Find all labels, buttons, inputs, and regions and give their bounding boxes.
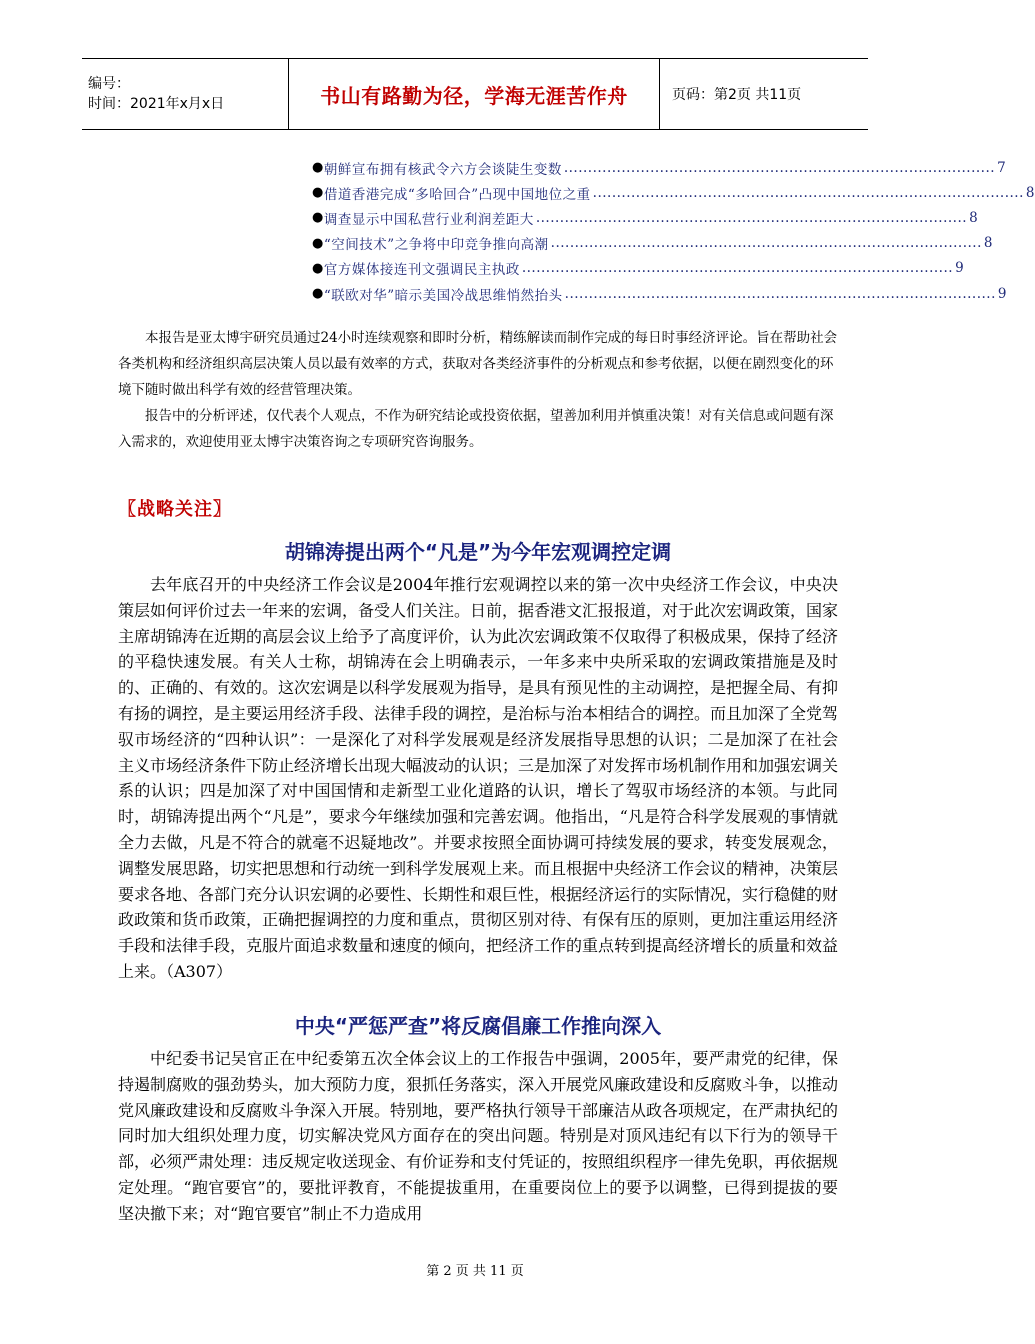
toc-leader-dots: ..........................................................................................: [550, 235, 982, 252]
toc-leader-dots: ..........................................................................................: [535, 209, 968, 226]
table-of-contents: [312, 155, 1035, 306]
toc-item-page: 7: [997, 159, 1007, 176]
report-introduction: [118, 325, 838, 455]
intro-paragraph: 本报告是亚太博宇研究员通过24小时连续观察和即时分析，精练解读而制作完成的每日时事经济评论。旨在帮助社会各类机构和经济组织高层决策人员以最有效率的方式，获取对各类经济事件的分析观点和参考依据，以便在剧烈变化的环境下随时做出科学有效的经营管理决策。: [118, 330, 838, 398]
toc-item-title: 官方媒体接连刊文强调民主执政: [323, 262, 520, 279]
toc-item-page: 8: [969, 209, 979, 226]
bullet-icon: ●: [312, 160, 324, 176]
header-meta: [82, 59, 288, 129]
document-time-label: 时间：2021年x月x日: [88, 96, 225, 112]
toc-leader-dots: ..........................................................................................: [521, 260, 954, 277]
toc-item[interactable]: [312, 231, 993, 256]
header-motto-cell: [288, 59, 660, 129]
toc-item-page: 8: [1025, 184, 1035, 201]
toc-item-page: 8: [983, 235, 993, 252]
page-header: [82, 58, 868, 130]
toc-item-title: 朝鲜宣布拥有核武令六方会谈陡生变数: [323, 161, 562, 178]
toc-item[interactable]: [312, 180, 1035, 205]
article-paragraph: 中纪委书记吴官正在中纪委第五次全体会议上的工作报告中强调，2005年，要严肃党的纪律，保持遏制腐败的强劲势头，加大预防力度，狠抓任务落实，深入开展党风廉政建设和反腐败斗争，以推动党风廉政建设和反腐败斗争深入开展。特别地，要严格执行领导干部廉洁从政各项规定，在严肃执纪的同时加大组织处理力度，切实解决党风方面存在的突出问题。特别是对顶风违纪有以下行为的领导干部，必须严肃处理：违反规定收送现金、有价证券和支付凭证的，按照组织程序一律先免职，再依据规定处理。“跑官要官”的，要批评教育，不能提拔重用，在重要岗位上的要予以调整，已得到提拔的要坚决撤下来；对“跑官要官”制止不力造成用: [118, 1049, 839, 1223]
toc-item-title: 调查显示中国私营行业利润差距大: [323, 211, 534, 228]
toc-leader-dots: ..........................................................................................: [563, 159, 996, 176]
article-title: 中央“严惩严查”将反腐倡廉工作推向深入: [294, 1014, 662, 1038]
toc-leader-dots: ..........................................................................................: [564, 285, 996, 302]
article-paragraph: 去年底召开的中央经济工作会议是2004年推行宏观调控以来的第一次中央经济工作会议，中央决策层如何评价过去一年来的宏调，备受人们关注。日前，据香港文汇报报道，对于此次宏调政策，国家主席胡锦涛在近期的高层会议上给予了高度评价，认为此次宏调政策不仅取得了积极成果，保持了经济的平稳快速发展。有关人士称，胡锦涛在会上明确表示，一年多来中央所采取的宏调政策措施是及时的、正确的、有效的。这次宏调是以科学发展观为指导，是具有预见性的主动调控，是把握全局、有抑有扬的调控，是主要运用经济手段、法律手段的调控，是治标与治本相结合的调控。而且加深了全党驾驭市场经济的“四种认识”：一是深化了对科学发展观是经济发展指导思想的认识；二是加深了在社会主义市场经济条件下防止经济增长出现大幅波动的认识；三是加深了对发挥市场机制作用和加强宏调关系的认识；四是加深了对中国国情和走新型工业化道路的认识，增长了驾驭市场经济的本领。与此同时，胡锦涛提出两个“凡是”，要求今年继续加强和完善宏调。他指出，“凡是符合科学发展观的事情就全力去做，凡是不符合的就毫不迟疑地改”。并要求按照全面协调可持续发展的要求，转变发展观念，调整发展思路，切实把思想和行动统一到科学发展观上来。而且根据中央经济工作会议的精神，决策层要求各地、各部门充分认识宏调的必要性、长期性和艰巨性，根据经济运行的实际情况，实行稳健的财政政策和货币政策，正确把握调控的力度和重点，贯彻区别对待、有保有压的原则，更加注重运用经济手段和法律手段，克服片面追求数量和速度的倾向，把经济工作的重点转到提高经济增长的质量和效益上来。（A307）: [118, 575, 839, 981]
toc-item-title: 借道香港完成“多哈回合”凸现中国地位之重: [323, 186, 591, 203]
bullet-icon: ●: [312, 260, 324, 276]
article-body: [118, 572, 838, 985]
toc-item-page: 9: [955, 260, 965, 277]
toc-item-title: “空间技术”之争将中印竞争推向高潮: [323, 237, 549, 254]
toc-item-title: “联欧对华”暗示美国冷战思维悄然抬头: [323, 287, 563, 304]
intro-paragraph: 报告中的分析评述，仅代表个人观点，不作为研究结论或投资依据，望善加利用并慎重决策！对有关信息或问题有深入需求的，欢迎使用亚太博宇决策咨询之专项研究咨询服务。: [118, 408, 834, 450]
article-body: [118, 1046, 838, 1227]
toc-leader-dots: ..........................................................................................: [592, 184, 1024, 201]
bullet-icon: ●: [312, 286, 324, 302]
header-page-number: 页码：第2页 共11页: [672, 87, 802, 103]
toc-item[interactable]: [312, 256, 965, 281]
toc-item[interactable]: [312, 205, 979, 230]
document-number-label: 编号：: [88, 76, 130, 92]
header-page-cell: [660, 59, 868, 129]
bullet-icon: ●: [312, 235, 324, 251]
toc-item[interactable]: [312, 155, 1007, 180]
bullet-icon: ●: [312, 210, 324, 226]
bullet-icon: ●: [312, 185, 324, 201]
section-heading: 〖战略关注〗: [118, 499, 232, 520]
toc-item[interactable]: [312, 281, 1007, 306]
toc-item-page: 9: [997, 285, 1007, 302]
header-motto: 书山有路勤为径，学海无涯苦作舟: [320, 83, 628, 108]
article-title: 胡锦涛提出两个“凡是”为今年宏观调控定调: [284, 540, 672, 564]
page-footer: 第 2 页 共 11 页: [426, 1264, 524, 1279]
